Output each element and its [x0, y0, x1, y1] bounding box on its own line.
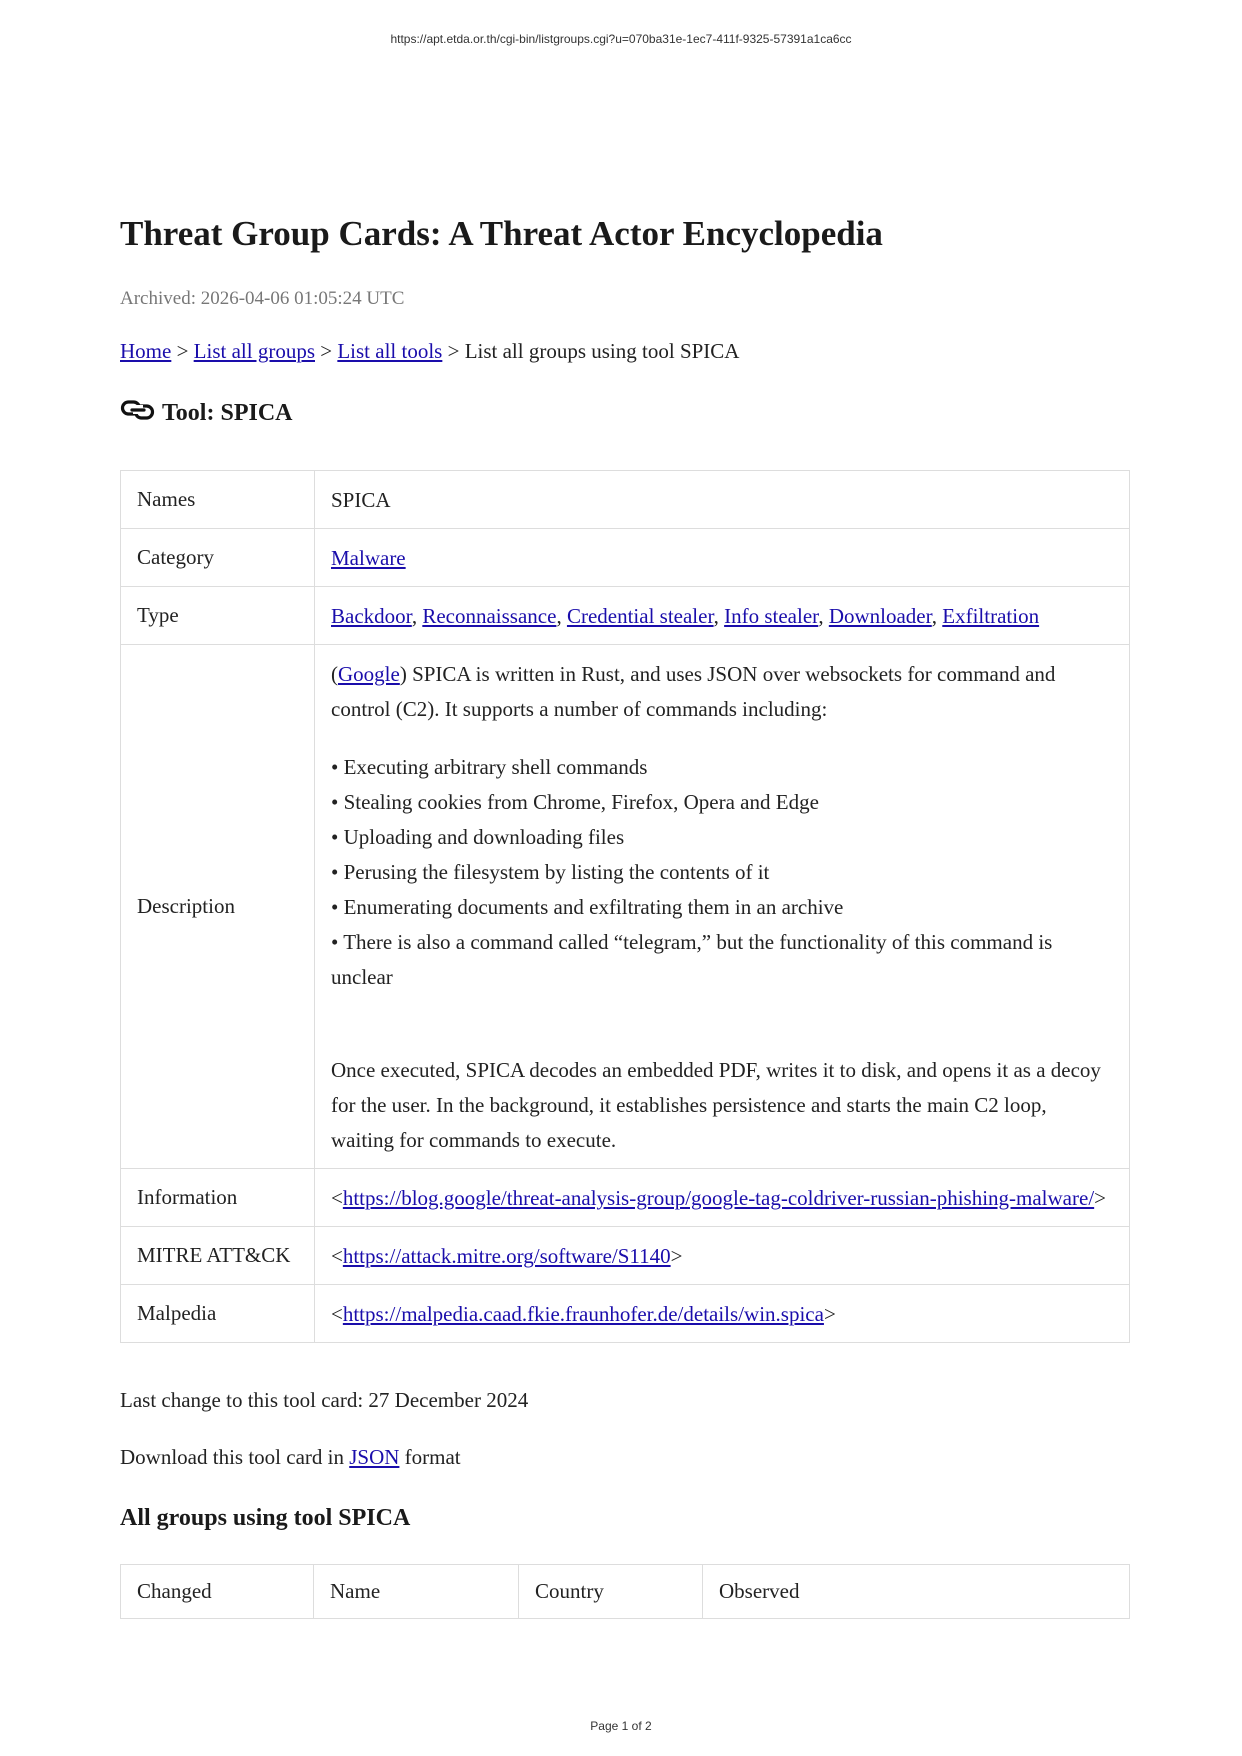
breadcrumb-separator: >: [447, 339, 460, 363]
mitre-label: MITRE ATT&CK: [121, 1227, 315, 1285]
type-link[interactable]: Info stealer: [724, 604, 819, 628]
malpedia-link[interactable]: https://malpedia.caad.fkie.fraunhofer.de/details/win.spica: [342, 1302, 824, 1326]
column-header-name: Name: [314, 1565, 519, 1619]
type-separator: ,: [931, 604, 943, 628]
type-separator: ,: [818, 604, 829, 628]
breadcrumb-all-groups-link[interactable]: List all groups: [193, 339, 315, 363]
breadcrumb-separator: >: [176, 339, 189, 363]
table-header-row: [121, 1565, 1130, 1619]
spacer: [331, 727, 1113, 750]
angle-open: <: [331, 1302, 343, 1326]
tool-card-table: [120, 470, 1130, 1343]
table-row: [121, 645, 1130, 1169]
malpedia-label: Malpedia: [121, 1285, 315, 1343]
source-google-link[interactable]: Google: [338, 662, 400, 686]
angle-open: <: [331, 1244, 343, 1268]
download-line: [120, 1445, 461, 1470]
description-intro-text: ) SPICA is written in Rust, and uses JSON over websockets for command and control (C2). It supports a number of commands including:: [331, 662, 1056, 721]
type-separator: ,: [556, 604, 567, 628]
table-row: [121, 1285, 1130, 1343]
type-link[interactable]: Backdoor: [331, 604, 412, 628]
column-header-changed: Changed: [121, 1565, 314, 1619]
bullet-item: • Perusing the filesystem by listing the contents of it: [331, 860, 770, 884]
mitre-link[interactable]: https://attack.mitre.org/software/S1140: [342, 1244, 671, 1268]
information-label: Information: [121, 1169, 315, 1227]
table-row: [121, 1169, 1130, 1227]
breadcrumb-all-tools-link[interactable]: List all tools: [337, 339, 443, 363]
table-row: [121, 1227, 1130, 1285]
category-label: Category: [121, 529, 315, 587]
bullet-item: • Executing arbitrary shell commands: [331, 755, 648, 779]
description-outro: Once executed, SPICA decodes an embedded PDF, writes it to disk, and opens it as a decoy for the user. In the background, it establishes persistence and starts the main C2 loop, waiting for commands to execute.: [331, 1058, 1101, 1152]
type-label: Type: [121, 587, 315, 645]
archived-timestamp: Archived: 2026-04-06 01:05:24 UTC: [120, 288, 405, 309]
description-intro: [331, 657, 1113, 727]
information-value: [315, 1169, 1130, 1227]
angle-close: >: [670, 1244, 683, 1268]
paren: (: [331, 662, 338, 686]
breadcrumb-home-link[interactable]: Home: [120, 339, 172, 363]
last-change-text: Last change to this tool card: 27 December 2024: [120, 1388, 529, 1412]
page-footer: Page 1 of 2: [590, 1719, 652, 1733]
angle-close: >: [823, 1302, 836, 1326]
breadcrumb-current: List all groups using tool SPICA: [464, 339, 740, 363]
page-url-header: https://apt.etda.or.th/cgi-bin/listgroups.cgi?u=070ba31e-1ec7-411f-9325-57391a1ca6cc: [390, 32, 852, 46]
page-title: Threat Group Cards: A Threat Actor Encyclopedia: [120, 214, 883, 253]
download-suffix: format: [399, 1445, 461, 1469]
bullet-item: • Enumerating documents and exfiltrating them in an archive: [331, 895, 844, 919]
malpedia-value: [315, 1285, 1130, 1343]
groups-table: [120, 1564, 1130, 1619]
breadcrumb: [120, 339, 739, 364]
tool-heading-text: Tool: SPICA: [162, 400, 293, 426]
type-separator: ,: [713, 604, 725, 628]
groups-heading: All groups using tool SPICA: [120, 1505, 411, 1531]
json-download-link[interactable]: JSON: [349, 1445, 400, 1469]
type-link[interactable]: Reconnaissance: [422, 604, 557, 628]
type-link[interactable]: Downloader: [828, 604, 932, 628]
description-value: [315, 645, 1130, 1169]
type-value: [315, 587, 1130, 645]
table-row: [121, 529, 1130, 587]
download-prefix: Download this tool card in: [120, 1445, 350, 1469]
category-value: [315, 529, 1130, 587]
names-value: SPICA: [315, 471, 1130, 529]
category-link[interactable]: Malware: [331, 546, 406, 570]
bullet-item: • Uploading and downloading files: [331, 825, 625, 849]
table-row: [121, 587, 1130, 645]
type-link[interactable]: Credential stealer: [566, 604, 714, 628]
bullet-item: • There is also a command called “telegram,” but the functionality of this command is unclear: [331, 930, 1053, 989]
type-separator: ,: [411, 604, 423, 628]
mitre-value: [315, 1227, 1130, 1285]
breadcrumb-separator: >: [320, 339, 333, 363]
spacer: [331, 995, 1113, 1053]
column-header-country: Country: [519, 1565, 703, 1619]
information-link[interactable]: https://blog.google/threat-analysis-group/google-tag-coldriver-russian-phishing-malware/: [342, 1186, 1095, 1210]
names-label: Names: [121, 471, 315, 529]
angle-open: <: [331, 1186, 343, 1210]
column-header-observed: Observed: [703, 1565, 1130, 1619]
tool-heading: [120, 400, 292, 427]
link-icon: [120, 399, 156, 421]
table-row: [121, 471, 1130, 529]
type-link[interactable]: Exfiltration: [942, 604, 1040, 628]
bullet-item: • Stealing cookies from Chrome, Firefox, Opera and Edge: [331, 790, 819, 814]
description-label: Description: [121, 645, 315, 1169]
angle-close: >: [1094, 1186, 1106, 1210]
